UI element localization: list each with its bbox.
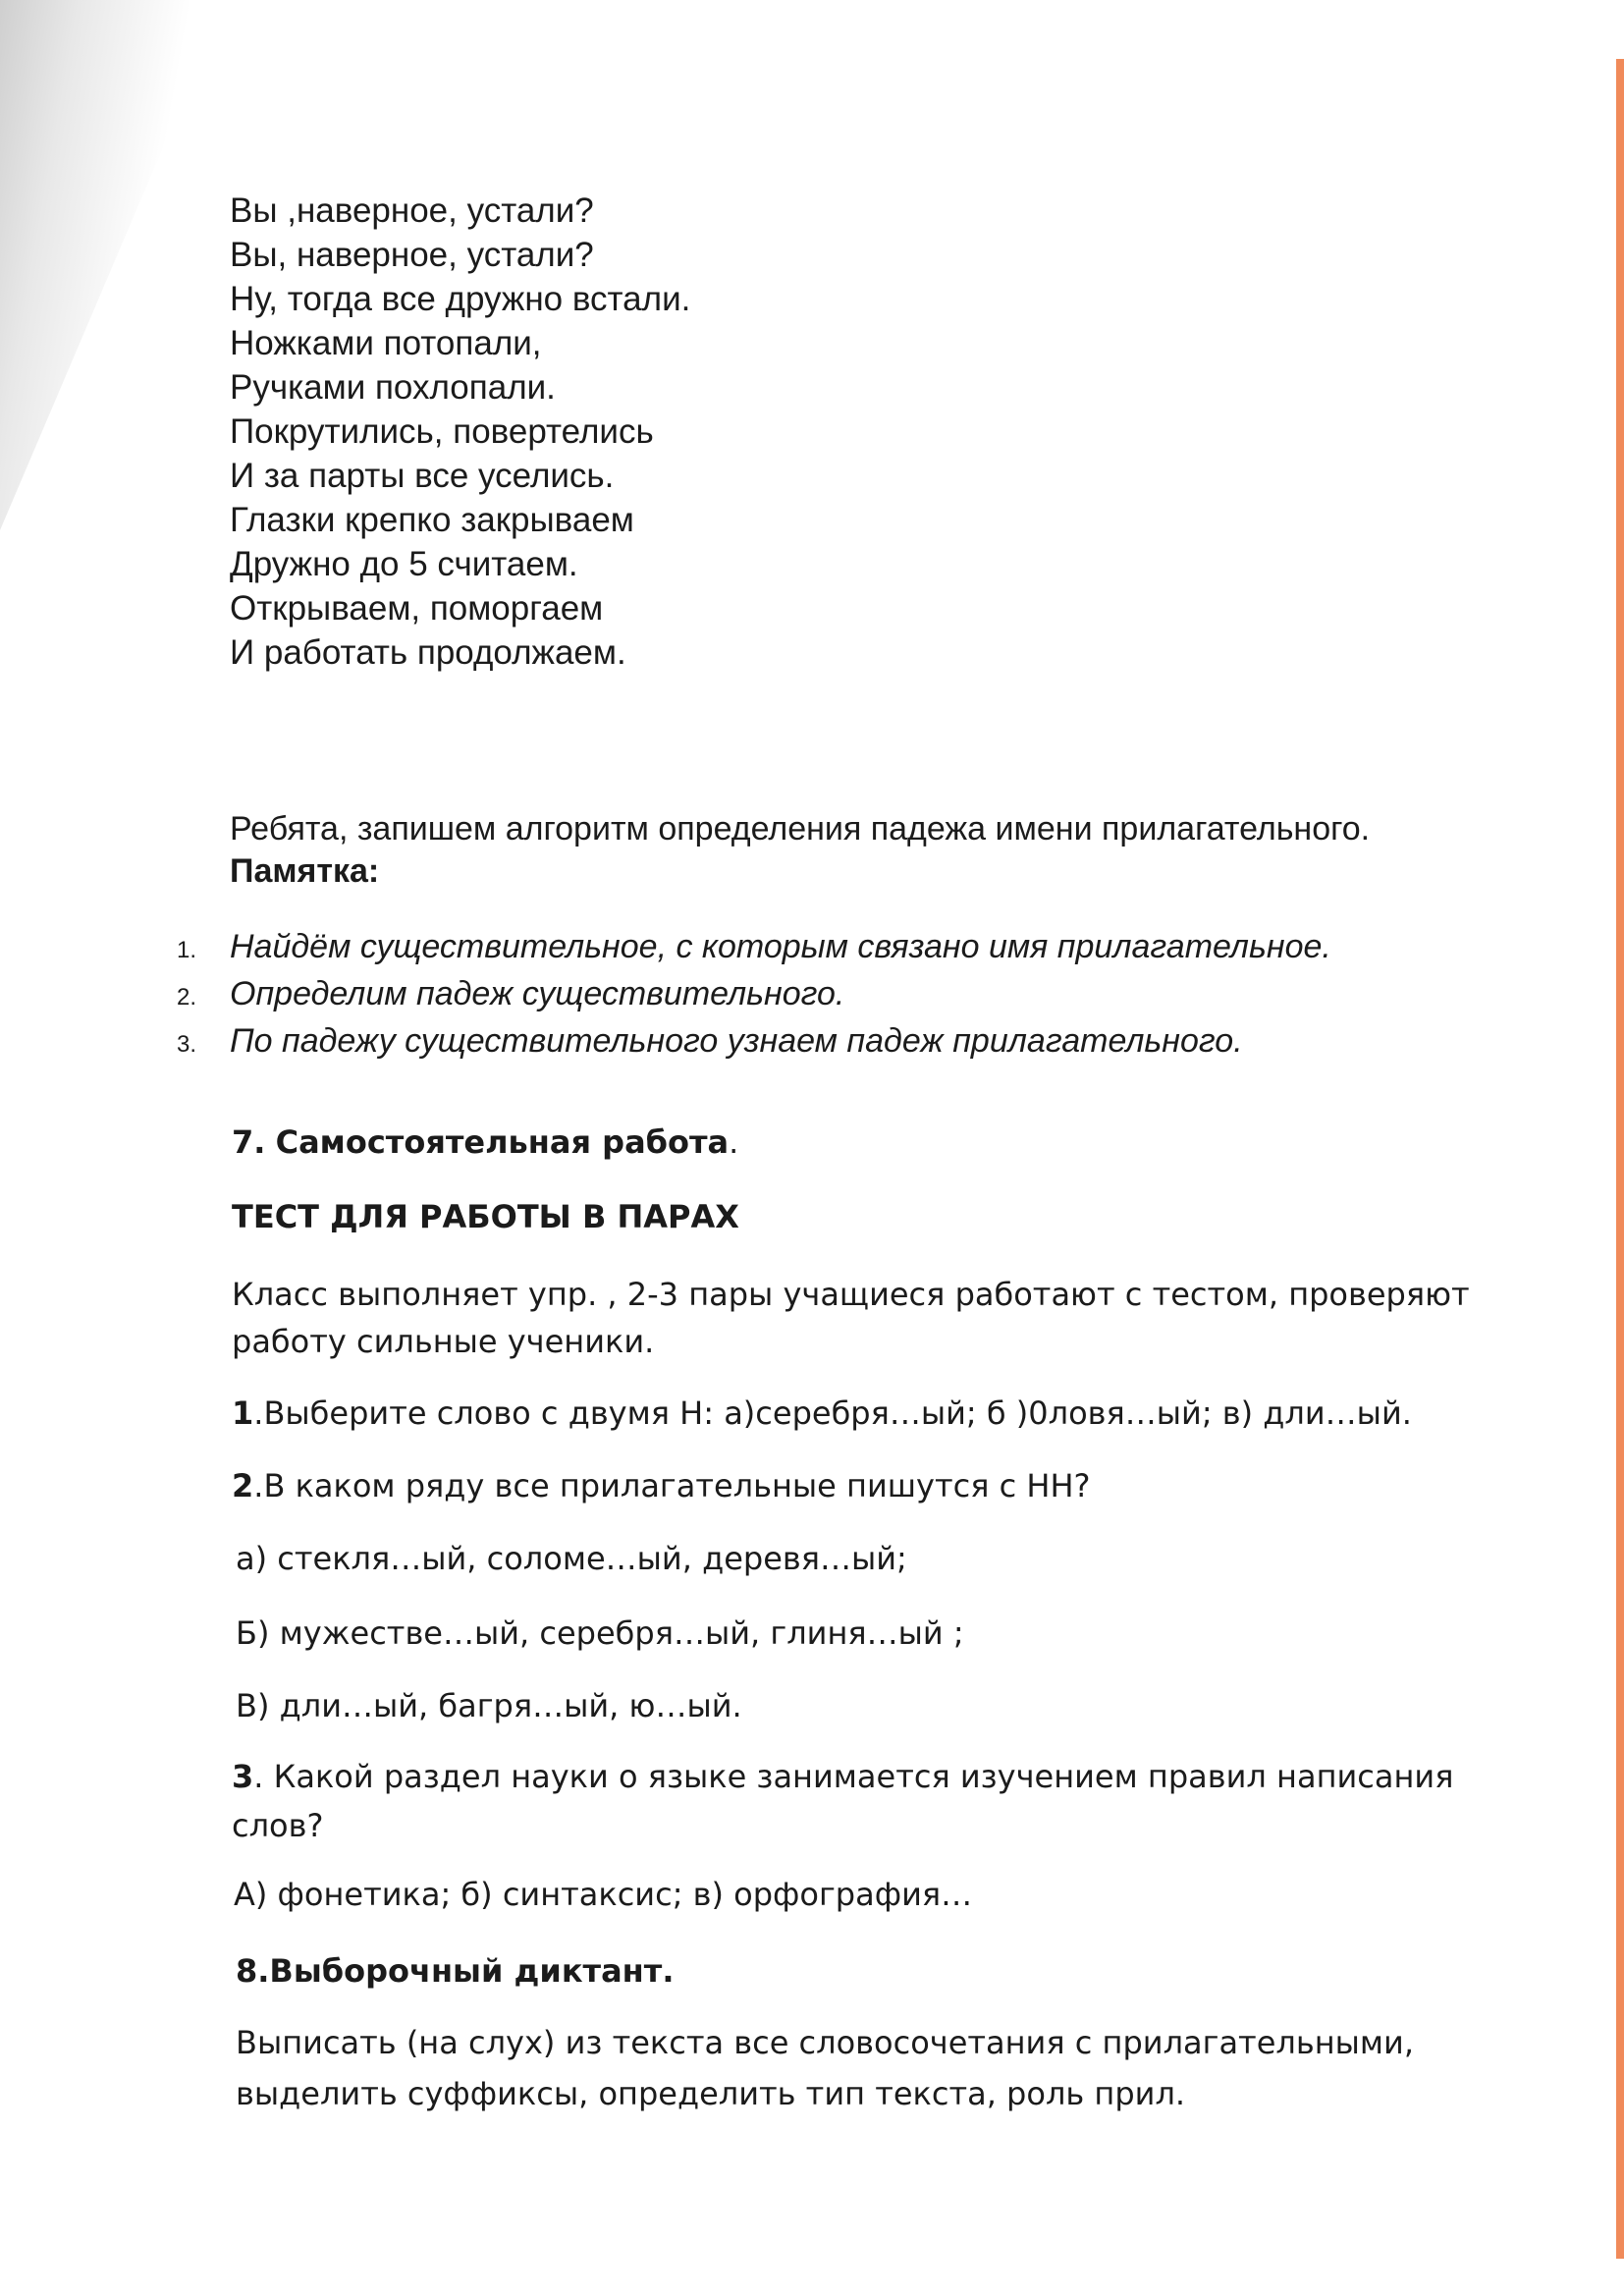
step-number: 2. xyxy=(177,984,197,1011)
poem-line: Глазки крепко закрываем xyxy=(230,501,634,539)
section-number: 7. xyxy=(232,1123,266,1161)
question-text: .В каком ряду все прилагательные пишутся с НН? xyxy=(253,1467,1091,1504)
question-3 xyxy=(232,1752,1453,1850)
question-1 xyxy=(232,1394,1412,1432)
step-text: Найдём существительное, с которым связано имя прилагательное. xyxy=(230,928,1331,965)
algorithm-steps xyxy=(177,925,1331,1066)
question-number: 2 xyxy=(232,1467,254,1504)
memo-title: Памятка: xyxy=(230,852,380,890)
poem-line: Ну, тогда все дружно встали. xyxy=(230,280,691,318)
step-number: 1. xyxy=(177,937,197,963)
answer-option: Б) мужестве…ый, серебря…ый, глиня…ый ; xyxy=(236,1614,964,1652)
scan-shadow xyxy=(0,0,226,530)
poem-line: Ножками потопали, xyxy=(230,324,542,362)
poem-line: Покрутились, повертелись xyxy=(230,412,654,451)
section-title: Самостоятельная работа xyxy=(275,1123,730,1161)
poem-line: Ручками похлопали. xyxy=(230,368,556,407)
question-text: .Выберите слово с двумя Н: а)серебря…ый; б )0ловя…ый; в) дли…ый. xyxy=(253,1394,1412,1432)
physical-exercise-poem xyxy=(230,189,690,675)
list-item xyxy=(177,1019,1331,1066)
question-text-continued: слов? xyxy=(232,1807,324,1844)
answer-option: а) стекля…ый, соломе…ый, деревя…ый; xyxy=(236,1540,907,1577)
question-2 xyxy=(232,1467,1091,1504)
question-number: 3 xyxy=(232,1758,254,1795)
section-8-heading: 8.Выборочный диктант. xyxy=(236,1952,675,1990)
class-note-line: работу сильные ученики. xyxy=(232,1323,655,1360)
poem-line: Открываем, поморгаем xyxy=(230,589,604,628)
scan-edge-line xyxy=(1616,59,1624,2259)
class-note-line: Класс выполняет упр. , 2-3 пары учащиеся работают с тестом, проверяют xyxy=(232,1276,1470,1313)
poem-line: Вы ,наверное, устали? xyxy=(230,191,594,230)
answer-option: В) дли…ый, багря…ый, ю…ый. xyxy=(236,1687,742,1724)
list-item xyxy=(177,972,1331,1019)
answer-options: А) фонетика; б) синтаксис; в) орфография… xyxy=(234,1876,973,1913)
list-item xyxy=(177,925,1331,972)
step-number: 3. xyxy=(177,1031,197,1058)
poem-line: И работать продолжаем. xyxy=(230,633,626,672)
poem-line: Дружно до 5 считаем. xyxy=(230,545,578,583)
poem-line: Вы, наверное, устали? xyxy=(230,236,594,274)
test-title: ТЕСТ ДЛЯ РАБОТЫ В ПАРАХ xyxy=(232,1198,739,1235)
poem-line: И за парты все уселись. xyxy=(230,457,615,495)
question-text: . Какой раздел науки о языке занимается изучением правил написания xyxy=(253,1758,1454,1795)
algorithm-intro: Ребята, запишем алгоритм определения падежа имени прилагательного. xyxy=(230,810,1371,847)
section-8-text xyxy=(236,2017,1414,2119)
class-note xyxy=(232,1271,1470,1365)
step-text: По падежу существительного узнаем падеж прилагательного. xyxy=(230,1022,1243,1060)
section-8-line: Выписать (на слух) из текста все словосочетания с прилагательными, xyxy=(236,2024,1414,2061)
section-7-heading xyxy=(232,1123,738,1161)
question-number: 1 xyxy=(232,1394,254,1432)
section-title-tail: . xyxy=(729,1123,739,1161)
section-8-line: выделить суффиксы, определить тип текста, роль прил. xyxy=(236,2075,1186,2112)
step-text: Определим падеж существительного. xyxy=(230,975,845,1012)
